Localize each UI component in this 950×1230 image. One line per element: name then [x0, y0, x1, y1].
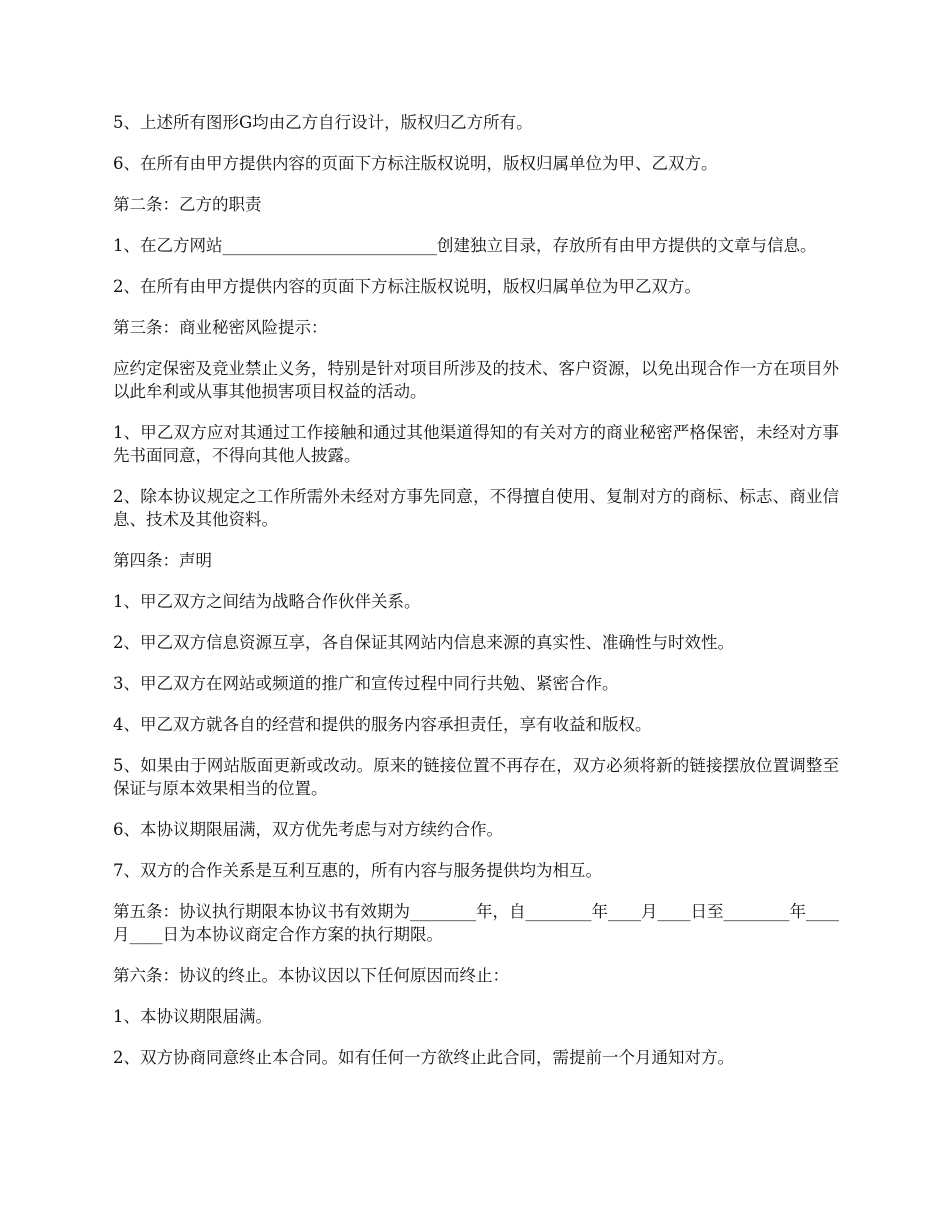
clause-item: 4、甲乙双方就各自的经营和提供的服务内容承担责任，享有收益和版权。 — [113, 715, 652, 734]
section-heading: 第二条：乙方的职责 — [113, 195, 262, 214]
section-heading: 第五条：协议执行期限本协议书有效期为________年，自________年____月____日至________年____月____日为本协议商定合作方案的执行期限。 — [113, 902, 839, 944]
section-heading: 第六条：协议的终止。本协议因以下任何原因而终止： — [113, 966, 509, 985]
section-heading: 第三条：商业秘密风险提示： — [113, 318, 328, 337]
clause-item: 2、双方协商同意终止本合同。如有任何一方欲终止此合同，需提前一个月通知对方。 — [113, 1048, 734, 1067]
clause-item: 1、甲乙双方之间结为战略合作伙伴关系。 — [113, 592, 421, 611]
clause-item: 2、在所有由甲方提供内容的页面下方标注版权说明，版权归属单位为甲乙双方。 — [113, 277, 701, 296]
clause-item: 3、甲乙双方在网站或频道的推广和宣传过程中同行共勉、紧密合作。 — [113, 674, 619, 693]
clause-item: 1、甲乙双方应对其通过工作接触和通过其他渠道得知的有关对方的商业秘密严格保密，未经对方事先书面同意，不得向其他人披露。 — [113, 423, 839, 465]
clause-item: 5、上述所有图形G均由乙方自行设计，版权归乙方所有。 — [113, 113, 533, 132]
clause-item: 2、除本协议规定之工作所需外未经对方事先同意，不得擅自使用、复制对方的商标、标志、商业信息、技术及其他资料。 — [113, 487, 839, 529]
clause-item: 2、甲乙双方信息资源互享，各自保证其网站内信息来源的真实性、准确性与时效性。 — [113, 633, 734, 652]
clause-item: 6、在所有由甲方提供内容的页面下方标注版权说明，版权归属单位为甲、乙双方。 — [113, 154, 718, 173]
section-heading: 第四条：声明 — [113, 551, 212, 570]
clause-item: 6、本协议期限届满，双方优先考虑与对方续约合作。 — [113, 820, 503, 839]
clause-item: 1、本协议期限届满。 — [113, 1007, 272, 1026]
document-body — [113, 111, 839, 1087]
clause-item: 1、在乙方网站__________________________创建独立目录，存放所有由甲方提供的文章与信息。 — [113, 236, 817, 255]
clause-item: 5、如果由于网站版面更新或改动。原来的链接位置不再存在，双方必须将新的链接摆放位置调整至保证与原本效果相当的位置。 — [113, 756, 839, 798]
clause-item: 7、双方的合作关系是互利互惠的，所有内容与服务提供均为相互。 — [113, 861, 602, 880]
clause-text: 应约定保密及竞业禁止义务，特别是针对项目所涉及的技术、客户资源，以免出现合作一方在项目外以此牟利或从事其他损害项目权益的活动。 — [113, 359, 839, 401]
